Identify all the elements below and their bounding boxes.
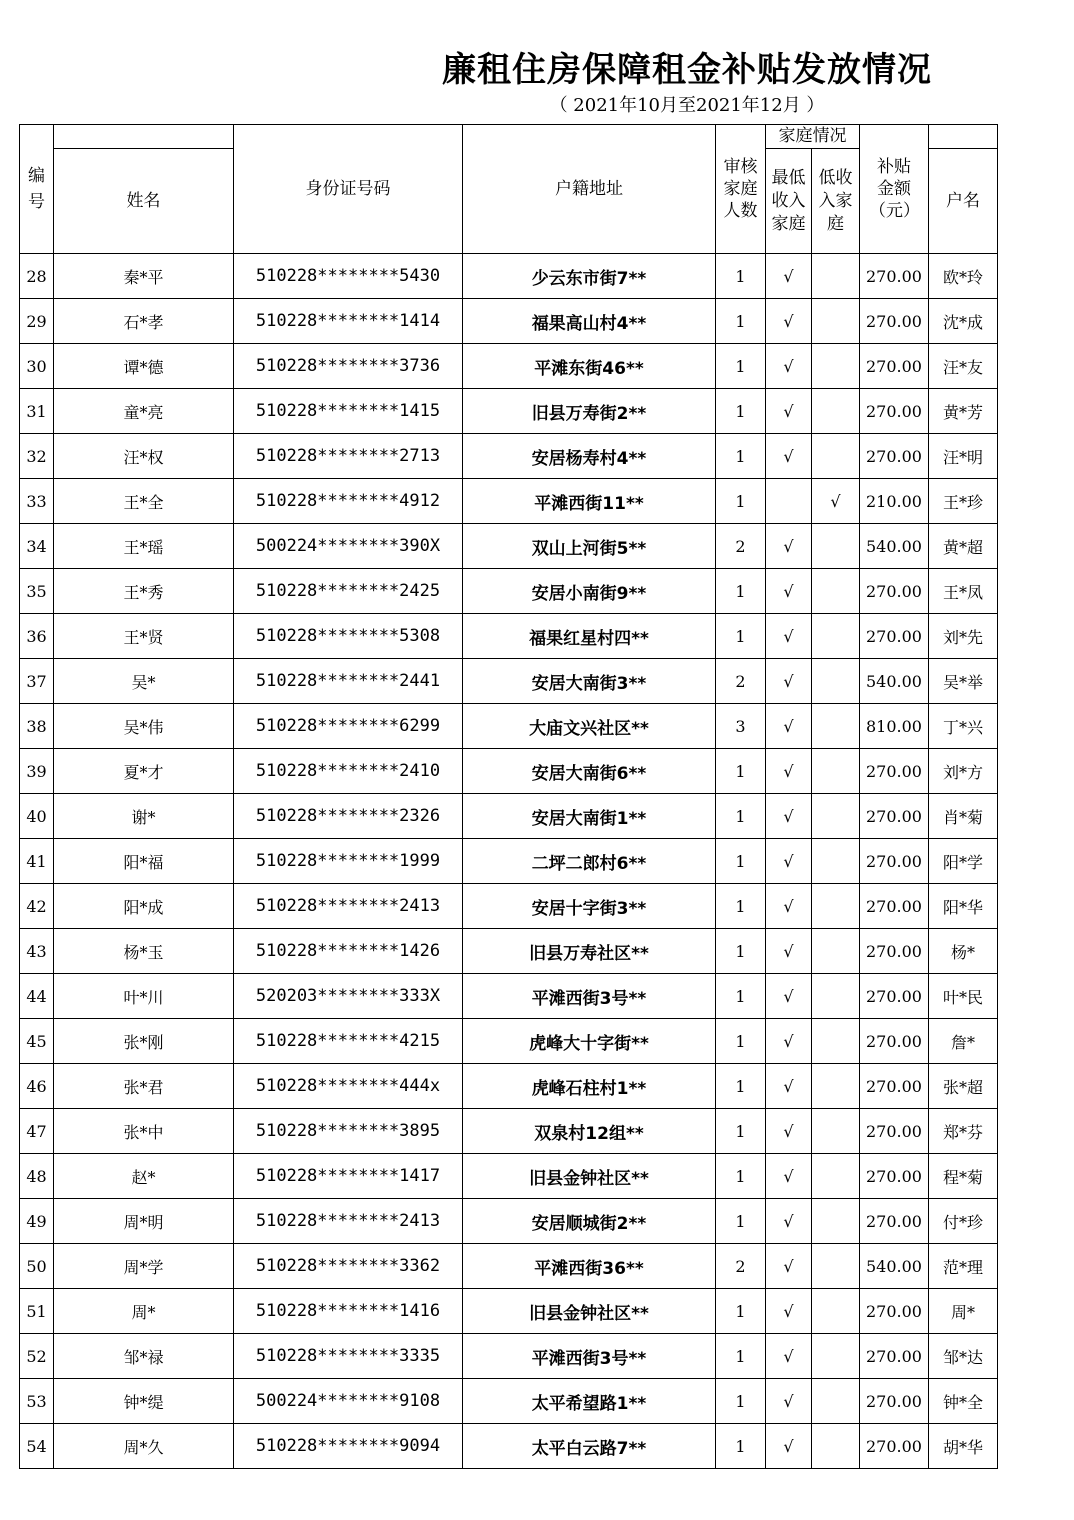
- row-amount: 270.00: [860, 299, 929, 344]
- row-address: 平滩西街3号**: [463, 974, 716, 1019]
- header-id: 身份证号码: [234, 125, 463, 254]
- row-address: 平滩西街11**: [463, 479, 716, 524]
- row-min-income-mark: √: [766, 299, 812, 344]
- row-amount: 270.00: [860, 1289, 929, 1334]
- row-holder: 汪*明: [929, 434, 998, 479]
- row-name: 夏*才: [54, 749, 234, 794]
- row-amount: 270.00: [860, 794, 929, 839]
- row-holder: 王*珍: [929, 479, 998, 524]
- row-persons: 1: [716, 254, 766, 299]
- row-address: 平滩西街3号**: [463, 1334, 716, 1379]
- row-number: 51: [20, 1289, 54, 1334]
- row-number: 34: [20, 524, 54, 569]
- row-persons: 1: [716, 614, 766, 659]
- row-holder: 郑*芬: [929, 1109, 998, 1154]
- row-number: 49: [20, 1199, 54, 1244]
- date-range: （ 2021年10月至2021年12月 ）: [549, 95, 825, 116]
- row-name: 秦*平: [54, 254, 234, 299]
- row-id-number: 510228********4912: [234, 479, 463, 524]
- row-persons: 1: [716, 884, 766, 929]
- row-number: 47: [20, 1109, 54, 1154]
- row-persons: 1: [716, 929, 766, 974]
- row-persons: 1: [716, 974, 766, 1019]
- row-persons: 1: [716, 839, 766, 884]
- row-holder: 叶*民: [929, 974, 998, 1019]
- row-address: 旧县金钟社区**: [463, 1289, 716, 1334]
- row-number: 29: [20, 299, 54, 344]
- table-row: [20, 704, 998, 749]
- row-id-number: 510228********2425: [234, 569, 463, 614]
- table-row: [20, 344, 998, 389]
- row-low-income-mark: [812, 929, 860, 974]
- row-persons: 1: [716, 1109, 766, 1154]
- row-name: 王*秀: [54, 569, 234, 614]
- row-id-number: 500224********390X: [234, 524, 463, 569]
- row-number: 44: [20, 974, 54, 1019]
- table-row: [20, 1289, 998, 1334]
- row-name: 周*: [54, 1289, 234, 1334]
- row-holder: 黄*超: [929, 524, 998, 569]
- table-row: [20, 1199, 998, 1244]
- row-low-income-mark: [812, 1109, 860, 1154]
- row-low-income-mark: [812, 434, 860, 479]
- row-holder: 胡*华: [929, 1424, 998, 1469]
- row-low-income-mark: [812, 614, 860, 659]
- row-name: 王*贤: [54, 614, 234, 659]
- row-address: 大庙文兴社区**: [463, 704, 716, 749]
- row-name: 石*孝: [54, 299, 234, 344]
- row-amount: 270.00: [860, 1379, 929, 1424]
- row-holder: 沈*成: [929, 299, 998, 344]
- row-min-income-mark: √: [766, 344, 812, 389]
- row-amount: 270.00: [860, 1154, 929, 1199]
- row-holder: 阳*学: [929, 839, 998, 884]
- row-low-income-mark: [812, 1019, 860, 1064]
- row-amount: 270.00: [860, 434, 929, 479]
- row-name: 周*久: [54, 1424, 234, 1469]
- row-id-number: 500224********9108: [234, 1379, 463, 1424]
- row-address: 少云东市街7**: [463, 254, 716, 299]
- row-persons: 1: [716, 794, 766, 839]
- row-holder: 阳*华: [929, 884, 998, 929]
- row-amount: 270.00: [860, 884, 929, 929]
- row-holder: 范*理: [929, 1244, 998, 1289]
- header-no: 编号: [20, 125, 54, 254]
- row-name: 杨*玉: [54, 929, 234, 974]
- table-row: [20, 1424, 998, 1469]
- row-id-number: 510228********1999: [234, 839, 463, 884]
- row-address: 旧县万寿街2**: [463, 389, 716, 434]
- row-low-income-mark: [812, 749, 860, 794]
- row-min-income-mark: √: [766, 524, 812, 569]
- row-amount: 540.00: [860, 1244, 929, 1289]
- row-name: 谢*: [54, 794, 234, 839]
- table-row: [20, 1064, 998, 1109]
- row-holder: 钟*全: [929, 1379, 998, 1424]
- table-row: [20, 1109, 998, 1154]
- row-min-income-mark: √: [766, 569, 812, 614]
- row-address: 安居杨寿村4**: [463, 434, 716, 479]
- row-amount: 270.00: [860, 254, 929, 299]
- row-amount: 540.00: [860, 659, 929, 704]
- row-address: 虎峰石柱村1**: [463, 1064, 716, 1109]
- row-persons: 1: [716, 1289, 766, 1334]
- row-low-income-mark: [812, 1154, 860, 1199]
- header-min-income: 最低收入家庭: [766, 149, 812, 254]
- table-row: [20, 1379, 998, 1424]
- row-holder: 周*: [929, 1289, 998, 1334]
- row-id-number: 510228********2326: [234, 794, 463, 839]
- row-address: 安居十字街3**: [463, 884, 716, 929]
- row-min-income-mark: √: [766, 1379, 812, 1424]
- row-address: 旧县金钟社区**: [463, 1154, 716, 1199]
- row-name: 赵*: [54, 1154, 234, 1199]
- row-address: 太平希望路1**: [463, 1379, 716, 1424]
- table-row: [20, 1019, 998, 1064]
- row-name: 王*全: [54, 479, 234, 524]
- row-number: 43: [20, 929, 54, 974]
- row-id-number: 510228********3895: [234, 1109, 463, 1154]
- row-holder: 王*凤: [929, 569, 998, 614]
- row-id-number: 510228********4215: [234, 1019, 463, 1064]
- row-min-income-mark: √: [766, 1289, 812, 1334]
- row-persons: 1: [716, 299, 766, 344]
- row-amount: 270.00: [860, 929, 929, 974]
- row-name: 周*学: [54, 1244, 234, 1289]
- row-name: 张*刚: [54, 1019, 234, 1064]
- row-number: 36: [20, 614, 54, 659]
- row-holder: 刘*先: [929, 614, 998, 659]
- row-holder: 吴*举: [929, 659, 998, 704]
- header-name: 姓名: [54, 149, 234, 254]
- row-min-income-mark: √: [766, 1244, 812, 1289]
- row-low-income-mark: [812, 704, 860, 749]
- table-row: [20, 1244, 998, 1289]
- row-id-number: 510228********444x: [234, 1064, 463, 1109]
- row-number: 48: [20, 1154, 54, 1199]
- row-amount: 270.00: [860, 1109, 929, 1154]
- row-persons: 1: [716, 1379, 766, 1424]
- row-persons: 1: [716, 569, 766, 614]
- table-row: [20, 794, 998, 839]
- row-amount: 270.00: [860, 1199, 929, 1244]
- header-address: 户籍地址: [463, 125, 716, 254]
- subsidy-table: [19, 124, 998, 1469]
- row-address: 安居小南街9**: [463, 569, 716, 614]
- header-low-income: 低收入家庭: [812, 149, 860, 254]
- row-number: 33: [20, 479, 54, 524]
- header-amount: 补贴金额（元）: [860, 125, 929, 254]
- row-min-income-mark: √: [766, 389, 812, 434]
- row-address: 双泉村12组**: [463, 1109, 716, 1154]
- row-persons: 1: [716, 749, 766, 794]
- table-row: [20, 524, 998, 569]
- row-holder: 邹*达: [929, 1334, 998, 1379]
- row-holder: 张*超: [929, 1064, 998, 1109]
- row-number: 39: [20, 749, 54, 794]
- row-id-number: 510228********1417: [234, 1154, 463, 1199]
- row-id-number: 510228********6299: [234, 704, 463, 749]
- row-address: 安居大南街6**: [463, 749, 716, 794]
- row-low-income-mark: [812, 524, 860, 569]
- row-persons: 1: [716, 479, 766, 524]
- row-name: 谭*德: [54, 344, 234, 389]
- row-name: 童*亮: [54, 389, 234, 434]
- row-amount: 270.00: [860, 389, 929, 434]
- row-holder: 付*珍: [929, 1199, 998, 1244]
- row-persons: 3: [716, 704, 766, 749]
- row-low-income-mark: [812, 659, 860, 704]
- row-amount: 270.00: [860, 569, 929, 614]
- row-number: 42: [20, 884, 54, 929]
- row-min-income-mark: √: [766, 614, 812, 659]
- row-min-income-mark: √: [766, 1424, 812, 1469]
- row-holder: 汪*友: [929, 344, 998, 389]
- row-persons: 1: [716, 1424, 766, 1469]
- row-number: 45: [20, 1019, 54, 1064]
- row-id-number: 510228********1414: [234, 299, 463, 344]
- row-min-income-mark: √: [766, 884, 812, 929]
- row-low-income-mark: [812, 1289, 860, 1334]
- row-address: 平滩东街46**: [463, 344, 716, 389]
- row-name: 王*瑶: [54, 524, 234, 569]
- row-address: 安居顺城街2**: [463, 1199, 716, 1244]
- row-number: 35: [20, 569, 54, 614]
- row-address: 安居大南街1**: [463, 794, 716, 839]
- page-title: 廉租住房保障租金补贴发放情况: [442, 50, 932, 90]
- row-low-income-mark: [812, 1064, 860, 1109]
- table-row: [20, 1154, 998, 1199]
- row-min-income-mark: √: [766, 749, 812, 794]
- row-persons: 1: [716, 389, 766, 434]
- row-number: 31: [20, 389, 54, 434]
- row-address: 虎峰大十字街**: [463, 1019, 716, 1064]
- row-min-income-mark: √: [766, 704, 812, 749]
- row-low-income-mark: [812, 1244, 860, 1289]
- row-number: 54: [20, 1424, 54, 1469]
- row-amount: 270.00: [860, 1019, 929, 1064]
- table-row: [20, 749, 998, 794]
- row-min-income-mark: √: [766, 254, 812, 299]
- row-low-income-mark: [812, 839, 860, 884]
- row-low-income-mark: [812, 344, 860, 389]
- row-persons: 1: [716, 344, 766, 389]
- row-low-income-mark: [812, 1424, 860, 1469]
- row-name: 钟*缇: [54, 1379, 234, 1424]
- table-row: [20, 974, 998, 1019]
- row-name: 汪*权: [54, 434, 234, 479]
- row-id-number: 510228********2410: [234, 749, 463, 794]
- row-low-income-mark: [812, 1199, 860, 1244]
- row-persons: 1: [716, 1334, 766, 1379]
- row-number: 50: [20, 1244, 54, 1289]
- row-min-income-mark: √: [766, 434, 812, 479]
- row-holder: 刘*方: [929, 749, 998, 794]
- row-id-number: 510228********2413: [234, 884, 463, 929]
- row-holder: 丁*兴: [929, 704, 998, 749]
- row-persons: 1: [716, 434, 766, 479]
- row-holder: 詹*: [929, 1019, 998, 1064]
- row-name: 叶*川: [54, 974, 234, 1019]
- row-low-income-mark: [812, 299, 860, 344]
- row-holder: 黄*芳: [929, 389, 998, 434]
- row-number: 28: [20, 254, 54, 299]
- table-row: [20, 839, 998, 884]
- row-persons: 1: [716, 1199, 766, 1244]
- row-address: 安居大南街3**: [463, 659, 716, 704]
- row-holder: 程*菊: [929, 1154, 998, 1199]
- row-id-number: 510228********3335: [234, 1334, 463, 1379]
- row-number: 37: [20, 659, 54, 704]
- row-low-income-mark: [812, 389, 860, 434]
- row-name: 阳*福: [54, 839, 234, 884]
- row-id-number: 510228********5430: [234, 254, 463, 299]
- row-low-income-mark: √: [812, 479, 860, 524]
- row-name: 张*中: [54, 1109, 234, 1154]
- row-number: 32: [20, 434, 54, 479]
- row-amount: 270.00: [860, 1424, 929, 1469]
- table-row: [20, 659, 998, 704]
- row-persons: 2: [716, 659, 766, 704]
- row-number: 38: [20, 704, 54, 749]
- row-low-income-mark: [812, 794, 860, 839]
- table-row: [20, 1334, 998, 1379]
- table-row: [20, 929, 998, 974]
- row-low-income-mark: [812, 1379, 860, 1424]
- header-family: 家庭情况: [766, 125, 860, 149]
- header-blank-name: [54, 125, 234, 149]
- row-name: 吴*伟: [54, 704, 234, 749]
- row-holder: 肖*菊: [929, 794, 998, 839]
- row-number: 46: [20, 1064, 54, 1109]
- row-min-income-mark: √: [766, 659, 812, 704]
- row-low-income-mark: [812, 1334, 860, 1379]
- row-persons: 2: [716, 524, 766, 569]
- row-low-income-mark: [812, 884, 860, 929]
- row-min-income-mark: √: [766, 1019, 812, 1064]
- table-row: [20, 569, 998, 614]
- header-holder: 户名: [929, 149, 998, 254]
- row-number: 41: [20, 839, 54, 884]
- row-min-income-mark: √: [766, 929, 812, 974]
- row-holder: 杨*: [929, 929, 998, 974]
- row-amount: 210.00: [860, 479, 929, 524]
- header-persons: 审核家庭人数: [716, 125, 766, 254]
- header-blank-holder: [929, 125, 998, 149]
- table-row: [20, 884, 998, 929]
- row-id-number: 510228********1416: [234, 1289, 463, 1334]
- row-id-number: 520203********333X: [234, 974, 463, 1019]
- row-id-number: 510228********1426: [234, 929, 463, 974]
- row-low-income-mark: [812, 974, 860, 1019]
- row-name: 吴*: [54, 659, 234, 704]
- row-number: 53: [20, 1379, 54, 1424]
- table-row: [20, 299, 998, 344]
- row-id-number: 510228********2713: [234, 434, 463, 479]
- row-min-income-mark: √: [766, 794, 812, 839]
- row-low-income-mark: [812, 569, 860, 614]
- row-holder: 欧*玲: [929, 254, 998, 299]
- row-id-number: 510228********2441: [234, 659, 463, 704]
- row-id-number: 510228********1415: [234, 389, 463, 434]
- table-row: [20, 254, 998, 299]
- row-address: 二坪二郎村6**: [463, 839, 716, 884]
- row-min-income-mark: √: [766, 1199, 812, 1244]
- row-address: 旧县万寿社区**: [463, 929, 716, 974]
- row-min-income-mark: √: [766, 839, 812, 884]
- row-min-income-mark: √: [766, 1109, 812, 1154]
- table-row: [20, 434, 998, 479]
- row-min-income-mark: [766, 479, 812, 524]
- row-number: 52: [20, 1334, 54, 1379]
- row-amount: 270.00: [860, 974, 929, 1019]
- row-persons: 2: [716, 1244, 766, 1289]
- row-address: 福果红星村四**: [463, 614, 716, 659]
- row-min-income-mark: √: [766, 1334, 812, 1379]
- row-amount: 270.00: [860, 839, 929, 884]
- row-address: 平滩西街36**: [463, 1244, 716, 1289]
- table-row: [20, 614, 998, 659]
- row-amount: 270.00: [860, 344, 929, 389]
- row-id-number: 510228********2413: [234, 1199, 463, 1244]
- row-id-number: 510228********3362: [234, 1244, 463, 1289]
- row-id-number: 510228********9094: [234, 1424, 463, 1469]
- row-min-income-mark: √: [766, 1064, 812, 1109]
- row-persons: 1: [716, 1064, 766, 1109]
- row-amount: 540.00: [860, 524, 929, 569]
- row-amount: 270.00: [860, 1334, 929, 1379]
- table-row: [20, 389, 998, 434]
- row-amount: 270.00: [860, 614, 929, 659]
- row-amount: 810.00: [860, 704, 929, 749]
- row-address: 太平白云路7**: [463, 1424, 716, 1469]
- row-amount: 270.00: [860, 749, 929, 794]
- row-low-income-mark: [812, 254, 860, 299]
- row-amount: 270.00: [860, 1064, 929, 1109]
- row-number: 30: [20, 344, 54, 389]
- row-address: 双山上河街5**: [463, 524, 716, 569]
- row-name: 周*明: [54, 1199, 234, 1244]
- row-id-number: 510228********5308: [234, 614, 463, 659]
- row-id-number: 510228********3736: [234, 344, 463, 389]
- row-number: 40: [20, 794, 54, 839]
- table-row: [20, 479, 998, 524]
- row-persons: 1: [716, 1019, 766, 1064]
- row-persons: 1: [716, 1154, 766, 1199]
- row-min-income-mark: √: [766, 974, 812, 1019]
- row-address: 福果高山村4**: [463, 299, 716, 344]
- row-name: 张*君: [54, 1064, 234, 1109]
- row-min-income-mark: √: [766, 1154, 812, 1199]
- row-name: 邹*禄: [54, 1334, 234, 1379]
- row-name: 阳*成: [54, 884, 234, 929]
